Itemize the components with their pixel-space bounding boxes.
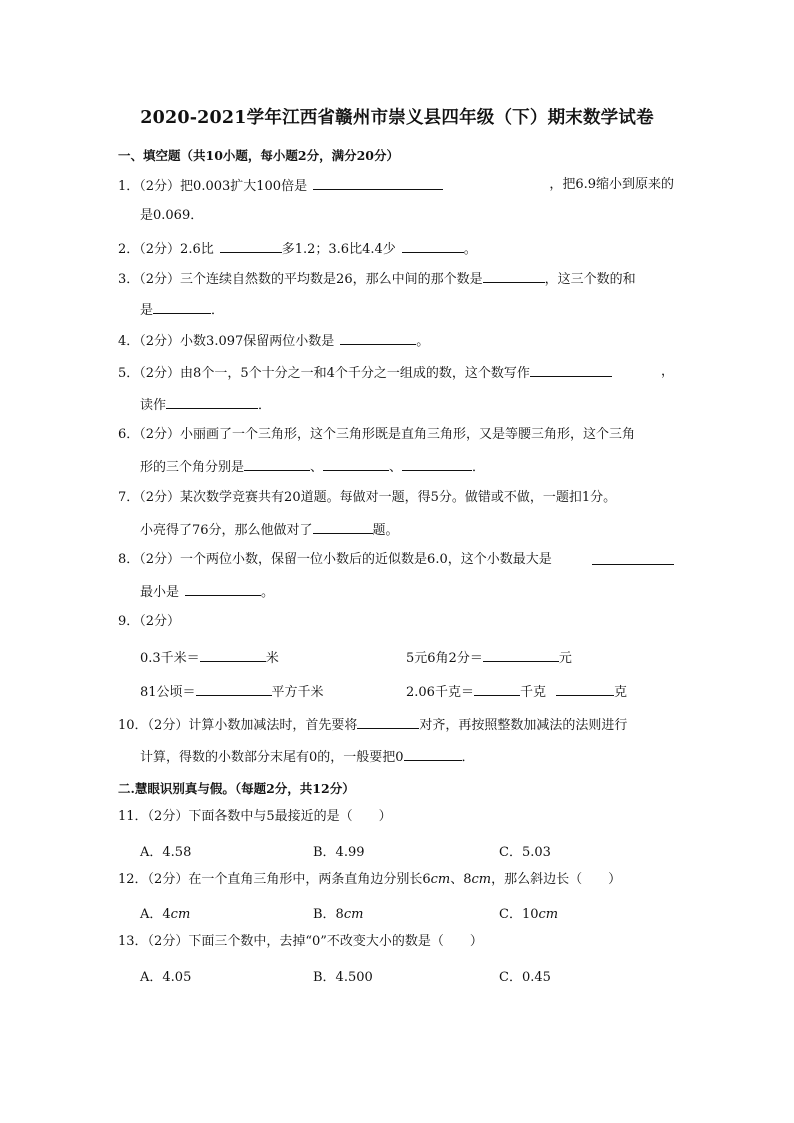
question-6-line-1: 6．（2分）小丽画了一个三角形，这个三角形既是直角三角形，又是等腰三角形，这个三角: [118, 427, 636, 442]
page-title: 2020-2021学年江西省赣州市崇义县四年级（下）期末数学试卷: [140, 108, 654, 128]
answer-blank: [313, 521, 373, 534]
question-7-line-1: 7．（2分）某次数学竞赛共有20道题。每做对一题，得5分。做错或不做，一题扣1分。: [118, 490, 617, 505]
answer-blank: [323, 458, 389, 471]
question-1-text: 1．（2分）把0.003扩大100倍是: [118, 179, 308, 194]
answer-blank: [402, 458, 472, 471]
question-11-option-c: C．5.03: [499, 845, 551, 860]
answer-blank: [474, 683, 520, 696]
question-5-line-2: 读作 ．: [140, 398, 272, 413]
question-1-text-cont: ，把6.9缩小到原来的: [549, 177, 674, 192]
question-9-head: 9．（2分）: [118, 614, 181, 629]
question-13-option-b: B．4.500: [313, 970, 373, 985]
question-1-line-1: [118, 177, 674, 195]
question-7-line-2: 小亮得了76分，那么他做对了 题。: [140, 523, 399, 538]
answer-blank: [196, 683, 272, 696]
answer-blank: [404, 748, 462, 761]
answer-blank: [153, 301, 211, 314]
answer-blank: [313, 177, 443, 190]
question-8-line-2: 最小是 。: [140, 585, 275, 600]
question-11-option-a: A．4.58: [140, 845, 192, 860]
question-9-item-1: 0.3千米＝ 米: [140, 651, 279, 666]
question-11-stem: 11．（2分）下面各数中与5最接近的是（ ）: [118, 809, 392, 824]
question-9-item-3: 81公顷＝ 平方千米: [140, 685, 324, 700]
question-12-option-c: C．10cm: [499, 907, 559, 922]
answer-blank: [166, 396, 258, 409]
answer-blank: [200, 649, 266, 662]
answer-blank: [357, 716, 419, 729]
question-1-line-2: 是0.069．: [140, 208, 204, 223]
answer-blank: [340, 332, 416, 345]
question-10-line-2: 计算，得数的小数部分末尾有0的，一般要把0 ．: [140, 750, 475, 765]
question-3-line-1: 3．（2分）三个连续自然数的平均数是26，那么中间的那个数是 ，这三个数的和: [118, 272, 636, 287]
section-heading-fill-in: 一、填空题（共10小题，每小题2分，满分20分）: [118, 148, 399, 163]
question-9-item-2: 5元6角2分＝ 元: [406, 651, 572, 666]
question-10-line-1: 10．（2分）计算小数加减法时，首先要将 对齐，再按照整数加减法的法则进行: [118, 718, 628, 733]
section-heading-true-false: 二.慧眼识别真与假。（每题2分，共12分）: [118, 781, 355, 796]
answer-blank: [556, 683, 614, 696]
answer-blank: [220, 240, 282, 253]
question-13-option-a: A．4.05: [140, 970, 192, 985]
question-5-line-1: 5．（2分）由8个一，5个十分之一和4个千分之一组成的数，这个数写作 ，: [118, 364, 674, 381]
question-11-option-b: B．4.99: [313, 845, 365, 860]
answer-blank: [185, 583, 261, 596]
question-9-item-4: 2.06千克＝ 千克 克: [406, 685, 627, 700]
question-2: 2．（2分）2.6比 多1.2；3.6比4.4少 。: [118, 242, 477, 257]
question-12-option-b: B．8cm: [313, 907, 364, 922]
question-4: 4．（2分）小数3.097保留两位小数是 。: [118, 334, 430, 349]
answer-blank: [402, 240, 464, 253]
answer-blank: [483, 270, 545, 283]
question-13-option-c: C．0.45: [499, 970, 551, 985]
answer-blank: [592, 552, 674, 565]
question-13-stem: 13．（2分）下面三个数中，去掉“0”不改变大小的数是（ ）: [118, 934, 483, 949]
answer-blank: [530, 364, 612, 377]
question-12-option-a: A．4cm: [140, 907, 191, 922]
question-8-line-1: 8．（2分）一个两位小数，保留一位小数后的近似数是6.0，这个小数最大是: [118, 552, 674, 568]
answer-blank: [244, 458, 310, 471]
question-3-line-2: 是 ．: [140, 303, 225, 318]
question-6-line-2: 形的三个角分别是 、 、 ．: [140, 460, 486, 475]
answer-blank: [483, 649, 559, 662]
question-12-stem: 12．（2分）在一个直角三角形中，两条直角边分别长6cm、8cm，那么斜边长（ ）: [118, 872, 622, 887]
